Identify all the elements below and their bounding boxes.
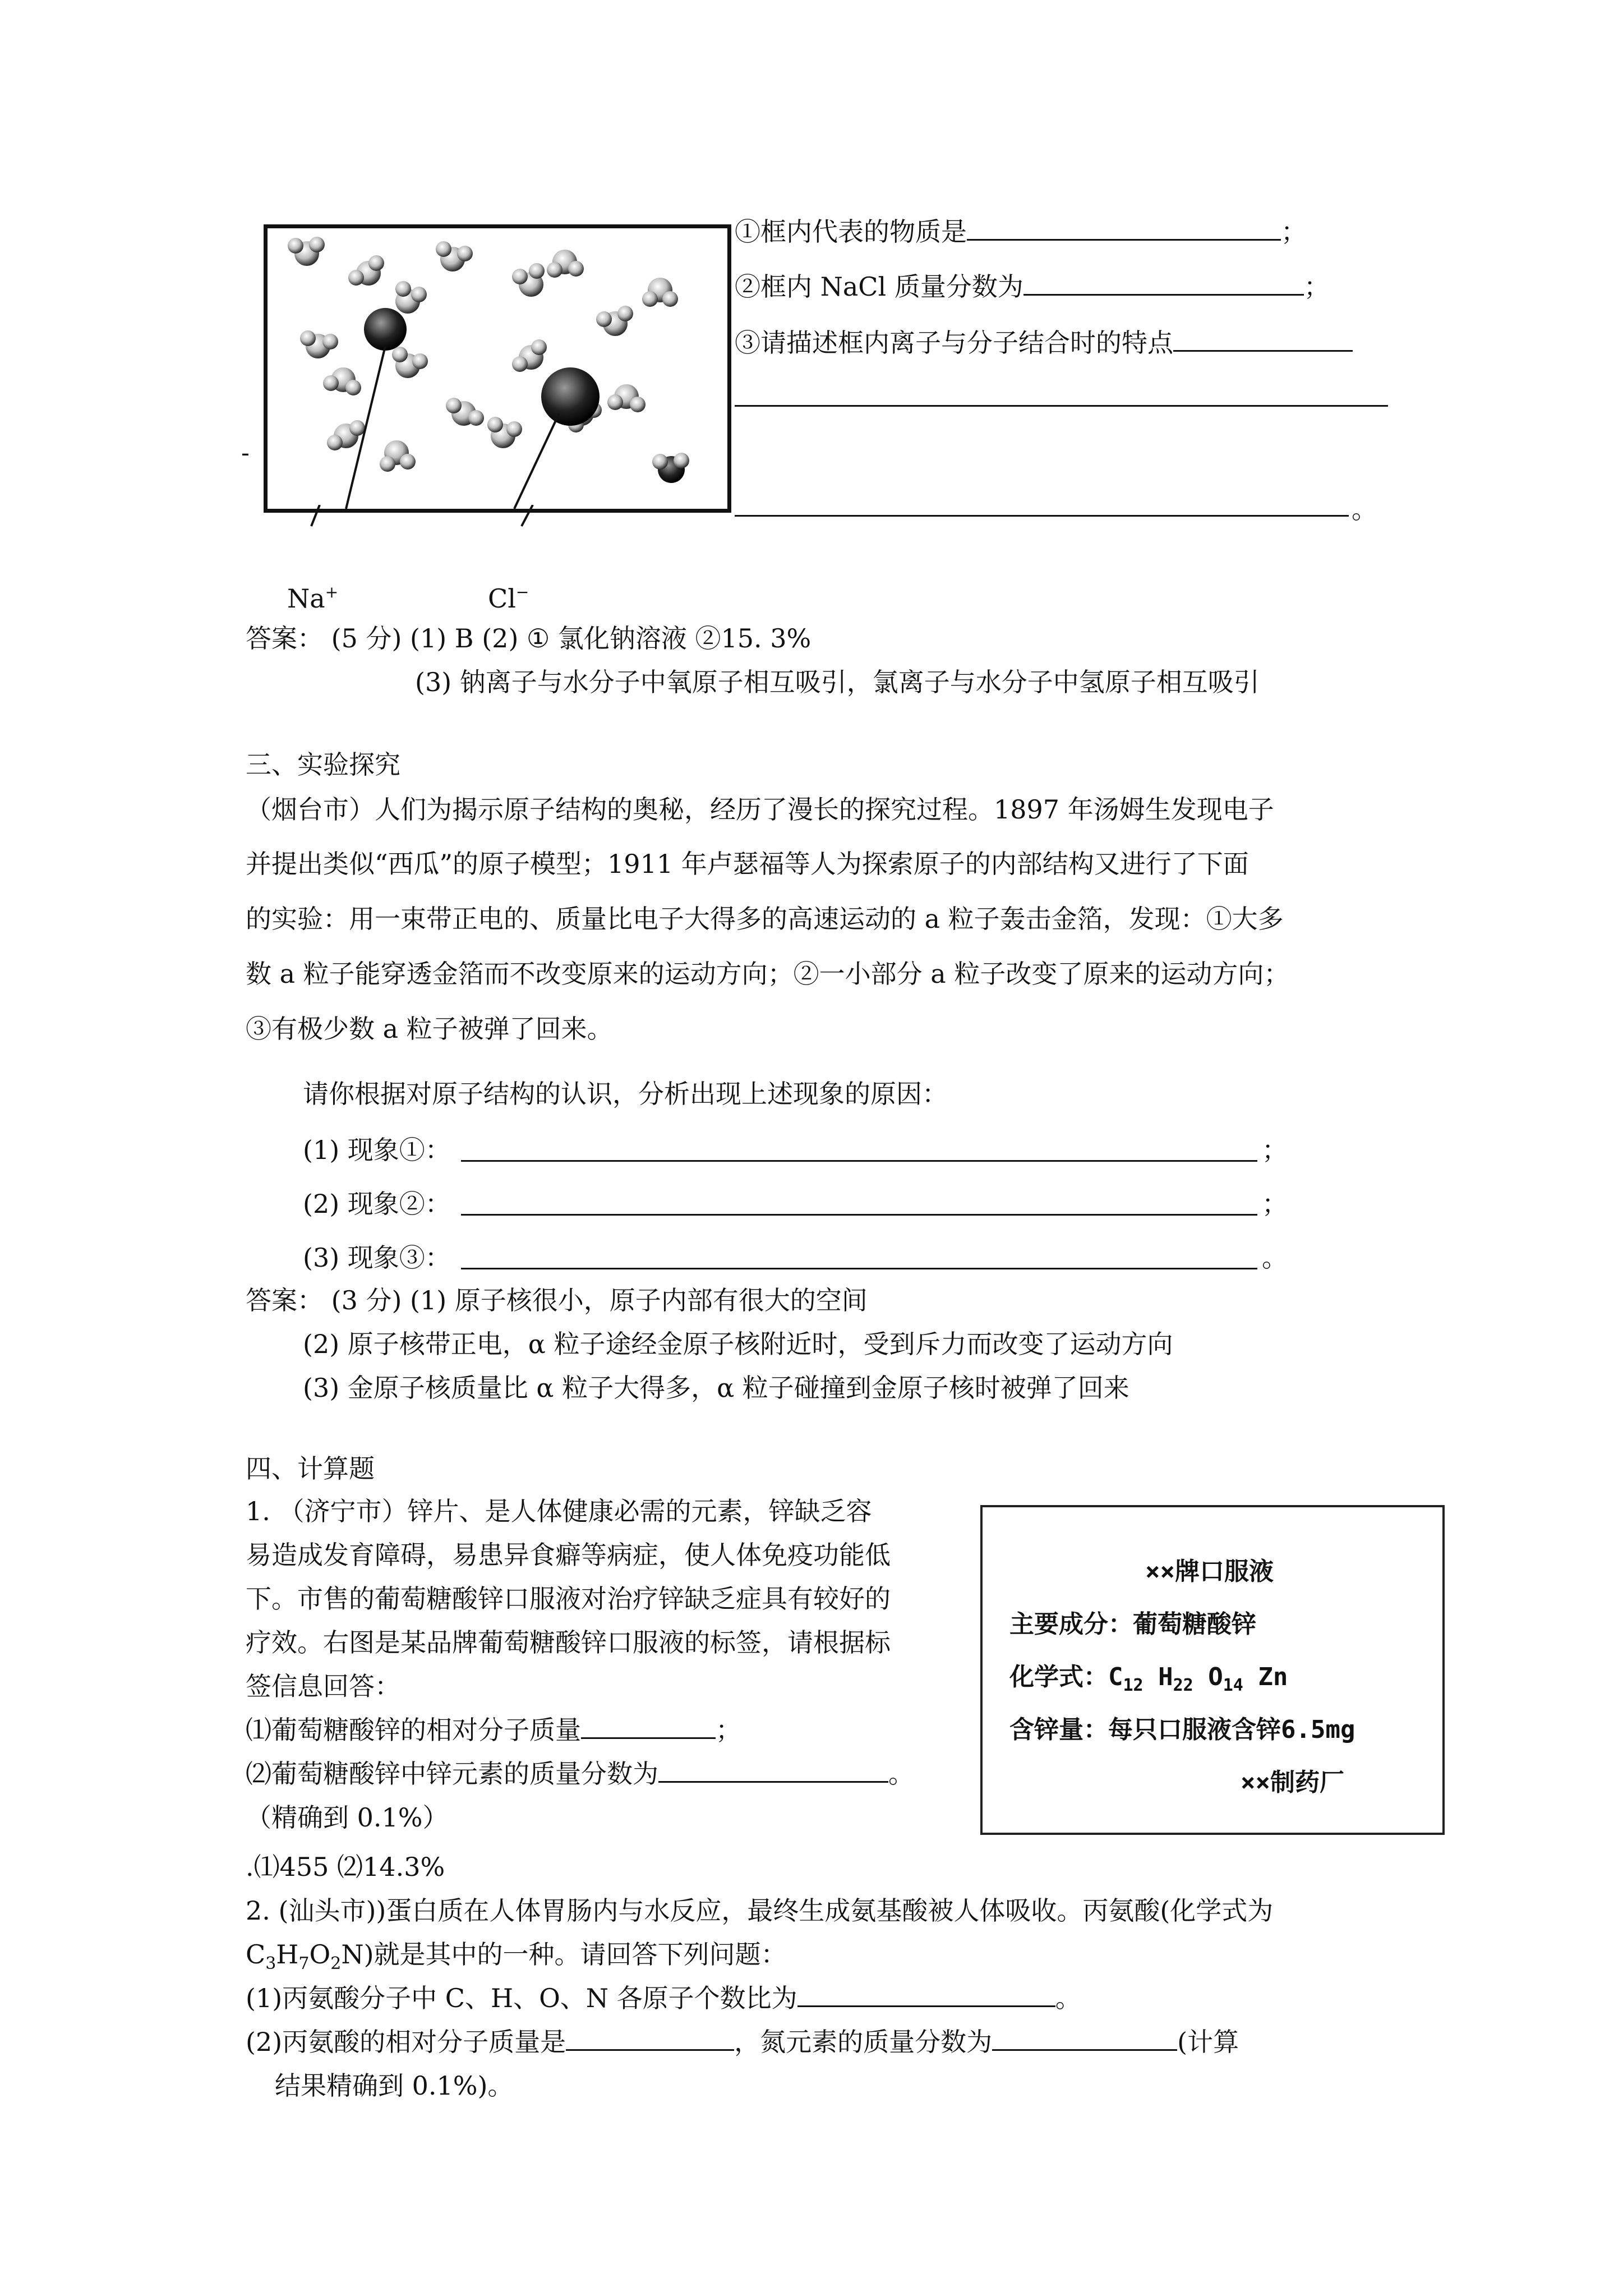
na-label: Na+ xyxy=(287,583,339,614)
cl-ion xyxy=(514,367,600,509)
question-1-para: 签信息回答： xyxy=(246,1671,400,1701)
question-2-para: 2. (汕头市))蛋白质在人体胃肠内与水反应，最终生成氨基酸被人体吸收。丙氨酸(化学式为 xyxy=(246,1895,1274,1926)
answer-blank[interactable] xyxy=(581,1715,716,1739)
label-zinc-content: 含锌量：每只口服液含锌6.5mg xyxy=(1009,1715,1355,1744)
answer-blank[interactable] xyxy=(566,2027,734,2051)
pointer-lines xyxy=(247,505,583,527)
water-molecules xyxy=(288,237,689,483)
answer-2-line-3: (3) 金原子核质量比 α 粒子大得多，α 粒子碰撞到金原子核时被弹了回来 xyxy=(303,1373,1129,1403)
label-formula: 化学式：$C_{12}$ $H_{22}$ $O_{14}$ Zn xyxy=(1009,1663,1288,1695)
phenomenon-2: (2) 现象②： xyxy=(303,1189,451,1219)
margin-dash: - xyxy=(241,439,250,467)
box-question-3-end: 。 xyxy=(1352,494,1377,524)
phenomenon-1-end: ； xyxy=(1262,1135,1288,1165)
answer-1-line-2: (3) 钠离子与水分子中氧原子相互吸引，氯离子与水分子中氢原子相互吸引 xyxy=(415,667,1260,697)
question-1-sub-2: ⑵葡萄糖酸锌中锌元素的质量分数为 。 xyxy=(246,1759,914,1789)
answer-line[interactable] xyxy=(461,1268,1257,1269)
question-1-answer: .⑴455 ⑵14.3% xyxy=(246,1852,445,1882)
box-question-3: ③请描述框内离子与分子结合时的特点 xyxy=(735,327,1353,358)
answer-2-line-2: (2) 原子核带正电，α 粒子途经金原子核附近时，受到斥力而改变了运动方向 xyxy=(303,1329,1173,1359)
label-title: ××牌口服液 xyxy=(1145,1557,1274,1586)
section-3-para: 的实验：用一束带正电的、质量比电子大得多的高速运动的 a 粒子轰击金箔，发现：①大多 xyxy=(246,904,1284,934)
answer-1-line-1: 答案： (5 分) (1) B (2) ① 氯化钠溶液 ②15. 3% xyxy=(246,623,811,654)
section-3-para: ③有极少数 a 粒子被弹了回来。 xyxy=(246,1014,613,1044)
nacl-solution-illustration xyxy=(268,228,727,509)
question-2-sub-2: (2)丙氨酸的相对分子质量是 ，氮元素的质量分数为 (计算 xyxy=(246,2027,1239,2057)
label-maker: ××制药厂 xyxy=(1241,1768,1344,1797)
phenomenon-3: (3) 现象③： xyxy=(303,1243,451,1273)
section-4-heading: 四、计算题 xyxy=(246,1453,375,1484)
answer-line[interactable] xyxy=(735,515,1349,517)
phenomenon-2-end: ； xyxy=(1262,1189,1288,1219)
box-question-2: ②框内 NaCl 质量分数为 ； xyxy=(735,272,1330,302)
answer-blank[interactable] xyxy=(992,2027,1177,2051)
phenomenon-1: (1) 现象①： xyxy=(303,1135,451,1165)
molecule-diagram xyxy=(264,224,731,513)
question-1-note: （精确到 0.1%） xyxy=(246,1802,449,1833)
answer-line[interactable] xyxy=(735,405,1388,407)
question-1-sub-1: ⑴葡萄糖酸锌的相对分子质量 ； xyxy=(246,1715,741,1745)
label-ingredient: 主要成分：葡萄糖酸锌 xyxy=(1009,1610,1256,1639)
answer-line[interactable] xyxy=(461,1160,1257,1162)
question-2-sub-2-cont: 结果精确到 0.1%)。 xyxy=(275,2070,514,2101)
section-3-heading: 三、实验探究 xyxy=(246,749,400,780)
question-1-para: 下。市售的葡萄糖酸锌口服液对治疗锌缺乏症具有较好的 xyxy=(246,1584,891,1614)
question-2-formula-line: $C_3H_7O_2N$)就是其中的一种。请回答下列问题： xyxy=(246,1939,787,1973)
section-3-para: （烟台市）人们为揭示原子结构的奥秘，经历了漫长的探究过程。1897 年汤姆生发现电子 xyxy=(246,794,1274,825)
answer-blank[interactable] xyxy=(1023,272,1304,296)
question-1-para: 易造成发育障碍，易患异食癖等病症，使人体免疫功能低 xyxy=(246,1540,891,1570)
answer-2-line-1: 答案： (3 分) (1) 原子核很小，原子内部有很大的空间 xyxy=(246,1285,868,1315)
answer-line[interactable] xyxy=(461,1214,1257,1216)
section-3-para: 并提出类似“西瓜”的原子模型；1911 年卢瑟福等人为探索原子的内部结构又进行了下面 xyxy=(246,849,1249,879)
phenomenon-3-end: 。 xyxy=(1262,1243,1288,1273)
answer-blank[interactable] xyxy=(967,217,1281,241)
answer-blank[interactable] xyxy=(797,1983,1055,2007)
na-ion xyxy=(346,308,407,509)
answer-blank[interactable] xyxy=(1173,328,1353,352)
box-question-1: ①框内代表的物质是 ； xyxy=(735,217,1307,247)
cl-label: Cl− xyxy=(488,583,529,614)
section-3-para: 数 a 粒子能穿透金箔而不改变原来的运动方向；②一小部分 a 粒子改变了原来的运动方向； xyxy=(246,959,1290,989)
section-3-prompt: 请你根据对原子结构的认识，分析出现上述现象的原因： xyxy=(303,1079,948,1109)
question-1-para: 疗效。右图是某品牌葡萄糖酸锌口服液的标签，请根据标 xyxy=(246,1627,891,1658)
question-2-sub-1: (1)丙氨酸分子中 C、H、O、N 各原子个数比为 。 xyxy=(246,1983,1081,2013)
answer-blank[interactable] xyxy=(658,1759,888,1783)
product-label xyxy=(980,1505,1445,1835)
question-1-para: 1. （济宁市）锌片、是人体健康必需的元素，锌缺乏容 xyxy=(246,1496,872,1526)
